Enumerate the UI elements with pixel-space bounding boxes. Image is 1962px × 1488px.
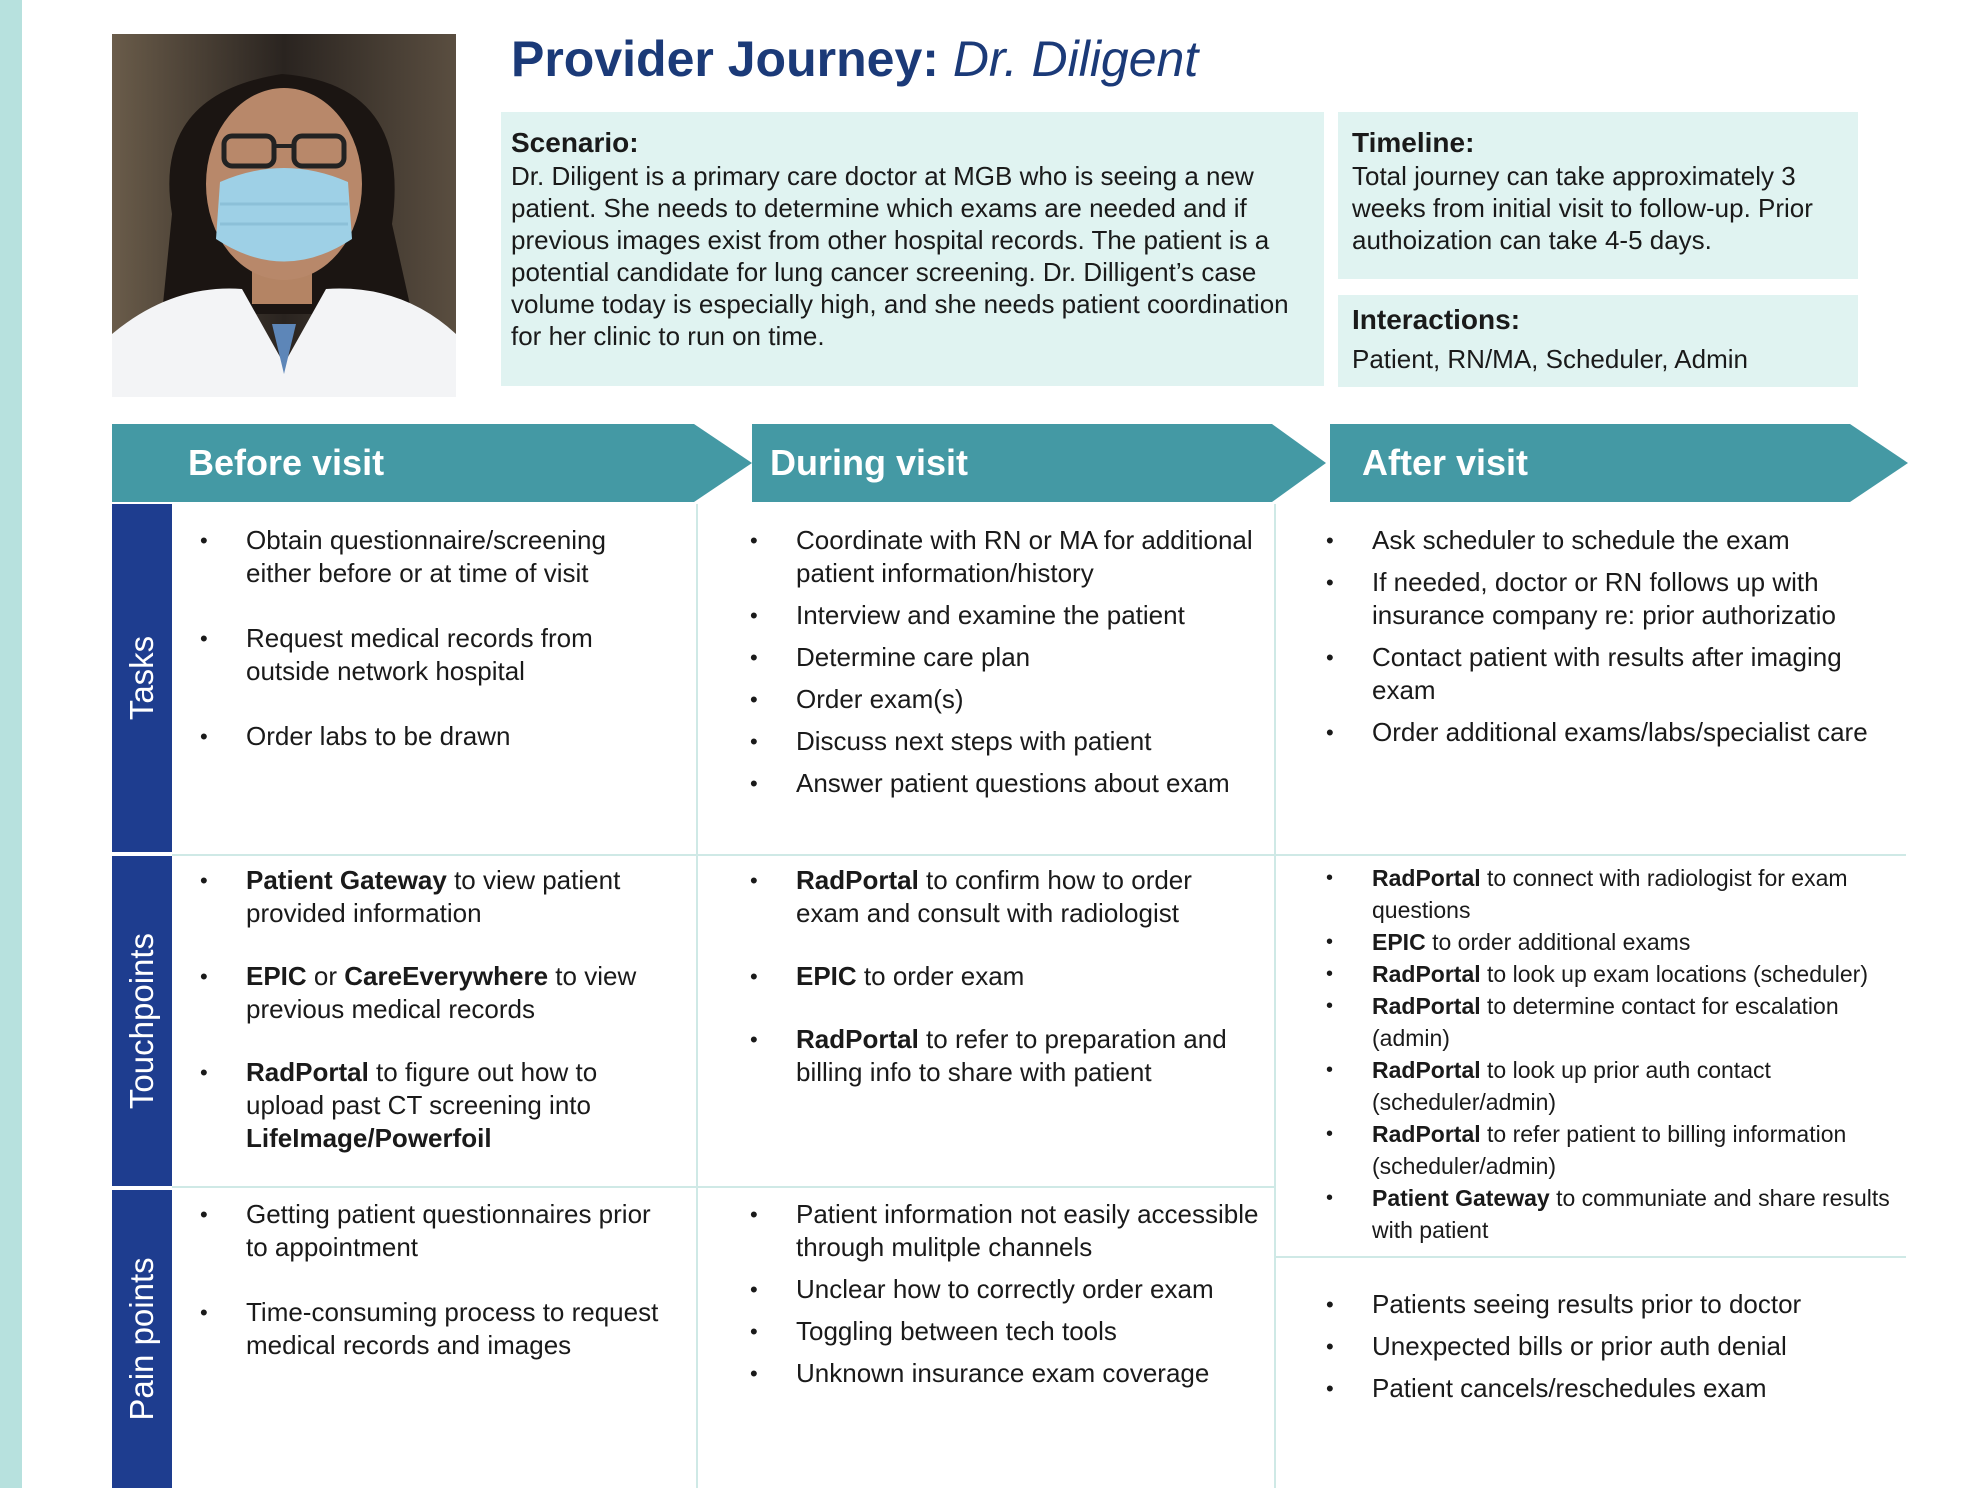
tool-name: RadPortal [796, 865, 919, 895]
row-label-text: Pain points [123, 1257, 160, 1421]
tool-name: Patient Gateway [1372, 1185, 1550, 1211]
title-prefix: Provider Journey: [511, 31, 939, 87]
title-provider-name: Dr. Diligent [952, 31, 1199, 87]
list-item: • RadPortal to refer patient to billing information (scheduler/admin) [1326, 1118, 1916, 1182]
tool-name: CareEverywhere [344, 961, 549, 991]
row-divider [172, 1186, 1274, 1188]
list-item: • Interview and examine the patient [750, 599, 1270, 632]
list-item: • Patient information not easily accessible through mulitple channels [750, 1198, 1270, 1264]
list-item: • Discuss next steps with patient [750, 725, 1270, 758]
list-item: • Contact patient with results after imaging exam [1326, 641, 1906, 707]
phase-label: During visit [770, 442, 969, 483]
list-item: • Unclear how to correctly order exam [750, 1273, 1270, 1306]
left-accent-stripe [0, 0, 22, 1488]
touchpoints-after-list [1326, 862, 1916, 1246]
tool-name: RadPortal [1372, 961, 1481, 987]
row-divider [172, 854, 1906, 856]
timeline-box [1338, 112, 1858, 279]
tool-name: LifeImage/Powerfoil [246, 1123, 492, 1153]
phase-label: Before visit [188, 442, 385, 483]
tool-name: RadPortal [1372, 993, 1481, 1019]
tool-name: RadPortal [1372, 865, 1481, 891]
list-item: • RadPortal to confirm how to order exam and consult with radiologist [750, 864, 1250, 930]
pain-points-during-list [750, 1198, 1270, 1390]
tool-name: EPIC [796, 961, 857, 991]
list-item: • EPIC or CareEverywhere to view previous medical records [200, 960, 680, 1026]
pain-points-before-list [200, 1198, 670, 1362]
touchpoints-before-list [200, 864, 680, 1155]
interactions-box [1338, 295, 1858, 387]
list-item: • RadPortal to figure out how to upload past CT screening into LifeImage/Powerfoil [200, 1056, 680, 1155]
scenario-text: Dr. Diligent is a primary care doctor at MGB who is seeing a new patient. She needs to determine which exams are needed and if previous images exist from other hospital records. The patient is a potential candidate for lung cancer screening. Dr. Dilligent’s case volume today is especially high, and she needs patient coordination for her clinic to run on time. [511, 161, 1289, 351]
list-item: • RadPortal to refer to preparation and billing info to share with patient [750, 1023, 1250, 1089]
list-item: • If needed, doctor or RN follows up with insurance company re: prior authorizatio [1326, 566, 1906, 632]
tool-name: RadPortal [246, 1057, 369, 1087]
phase-during-visit [752, 424, 1326, 502]
row-label-text: Tasks [123, 635, 160, 721]
list-item: • Patient cancels/reschedules exam [1326, 1372, 1906, 1405]
phase-label: After visit [1362, 442, 1529, 483]
interactions-text: Patient, RN/MA, Scheduler, Admin [1352, 344, 1748, 374]
column-divider [696, 504, 698, 1488]
row-divider [1274, 1256, 1906, 1258]
tool-name: EPIC [246, 961, 307, 991]
timeline-heading: Timeline: [1352, 127, 1475, 158]
list-item: • Coordinate with RN or MA for additional patient information/history [750, 524, 1270, 590]
scenario-heading: Scenario: [511, 127, 639, 158]
list-item: • Order additional exams/labs/specialist care [1326, 716, 1906, 749]
doctor-portrait-image [112, 34, 456, 397]
list-item: • RadPortal to connect with radiologist for exam questions [1326, 862, 1916, 926]
row-label-touchpoints [112, 856, 172, 1186]
list-item: • Request medical records from outside network hospital [200, 622, 670, 688]
list-item: • EPIC to order additional exams [1326, 926, 1916, 958]
list-item: • Order exam(s) [750, 683, 1270, 716]
column-divider [1274, 504, 1276, 1488]
list-item: • Obtain questionnaire/screening either before or at time of visit [200, 524, 670, 590]
phase-after-visit [1330, 424, 1908, 502]
tasks-after-list [1326, 524, 1906, 749]
list-item: • Time-consuming process to request medical records and images [200, 1296, 670, 1362]
list-item: • Getting patient questionnaires prior to appointment [200, 1198, 670, 1264]
tool-name: RadPortal [1372, 1057, 1481, 1083]
timeline-text: Total journey can take approximately 3 weeks from initial visit to follow-up. Prior authoization can take 4-5 days. [1352, 161, 1813, 255]
scenario-box [501, 112, 1324, 386]
tool-name: Patient Gateway [246, 865, 447, 895]
list-item: • Order labs to be drawn [200, 720, 670, 753]
list-item: • RadPortal to look up prior auth contact (scheduler/admin) [1326, 1054, 1916, 1118]
list-item: • Toggling between tech tools [750, 1315, 1270, 1348]
list-item: • EPIC to order exam [750, 960, 1250, 993]
list-item: • RadPortal to look up exam locations (scheduler) [1326, 958, 1916, 990]
touchpoints-during-list [750, 864, 1250, 1089]
row-label-tasks [112, 504, 172, 852]
row-label-pain-points [112, 1190, 172, 1488]
tasks-before-list [200, 524, 670, 753]
interactions-heading: Interactions: [1352, 304, 1521, 335]
list-item: • Ask scheduler to schedule the exam [1326, 524, 1906, 557]
phase-before-visit [112, 424, 752, 502]
tool-name: EPIC [1372, 929, 1426, 955]
tool-name: RadPortal [796, 1024, 919, 1054]
list-item: • Determine care plan [750, 641, 1270, 674]
pain-points-after-list [1326, 1288, 1906, 1405]
list-item: • Unknown insurance exam coverage [750, 1357, 1270, 1390]
list-item: • RadPortal to determine contact for escalation (admin) [1326, 990, 1916, 1054]
row-label-text: Touchpoints [123, 932, 160, 1110]
tool-name: RadPortal [1372, 1121, 1481, 1147]
list-item: • Patient Gateway to view patient provided information [200, 864, 680, 930]
list-item: • Patient Gateway to communiate and share results with patient [1326, 1182, 1916, 1246]
list-item: • Patients seeing results prior to doctor [1326, 1288, 1906, 1321]
list-item: • Answer patient questions about exam [750, 767, 1270, 800]
list-item: • Unexpected bills or prior auth denial [1326, 1330, 1906, 1363]
page-title [511, 30, 1198, 88]
tasks-during-list [750, 524, 1270, 800]
